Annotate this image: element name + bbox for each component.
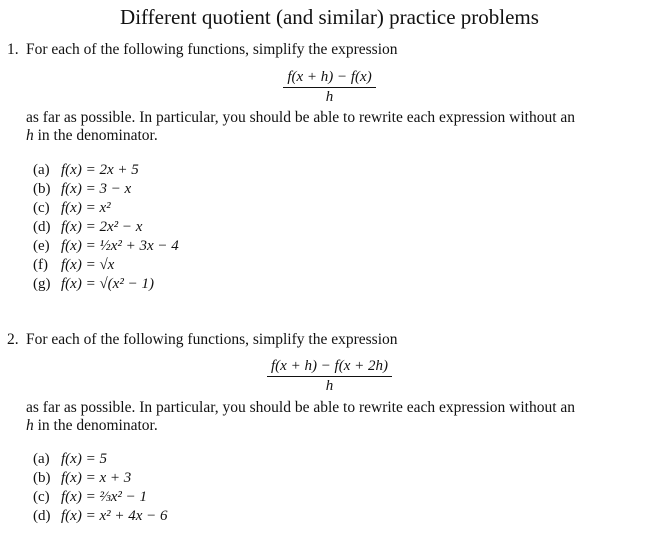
item-label: (c) <box>33 200 50 216</box>
fraction-denominator: h <box>325 89 334 105</box>
item-label: (d) <box>33 219 51 235</box>
problem-2-instructions <box>26 399 646 435</box>
item-label: (c) <box>33 489 50 505</box>
instruction-line <box>26 417 646 435</box>
item-expression: f(x) = x + 3 <box>61 470 132 486</box>
list-item <box>33 256 179 275</box>
instruction-text: in the denominator. <box>33 127 158 144</box>
item-expression: f(x) = 2x² − x <box>61 219 143 235</box>
item-expression: f(x) = √x <box>61 257 115 273</box>
fraction-denominator: h <box>325 378 334 394</box>
list-item <box>33 218 179 237</box>
page-title: Different quotient (and similar) practice problems <box>120 5 539 29</box>
item-label: (a) <box>33 162 50 178</box>
fraction-numerator: f(x + h) − f(x + 2h) <box>267 358 392 377</box>
h-variable: h <box>26 417 34 434</box>
instruction-line: as far as possible. In particular, you should be able to rewrite each expression without an <box>26 109 576 126</box>
list-item <box>33 275 179 294</box>
item-label: (g) <box>33 276 51 292</box>
item-expression: f(x) = 5 <box>61 451 107 467</box>
list-item <box>33 199 179 218</box>
list-item <box>33 237 179 256</box>
item-expression: f(x) = √(x² − 1) <box>61 276 154 292</box>
problem-2-fraction <box>0 358 659 395</box>
problem-2-intro: For each of the following functions, simplify the expression <box>26 331 398 348</box>
h-variable: h <box>26 127 34 144</box>
item-label: (a) <box>33 451 50 467</box>
problem-1-fraction <box>0 69 659 106</box>
fraction-numerator: f(x + h) − f(x) <box>283 69 375 88</box>
item-expression: f(x) = 2x + 5 <box>61 162 139 178</box>
item-expression: f(x) = x² <box>61 200 111 216</box>
problem-1-items <box>33 161 179 294</box>
item-expression: f(x) = ⅔x² − 1 <box>61 489 147 505</box>
problem-1-number: 1. <box>7 41 19 58</box>
item-label: (b) <box>33 470 51 486</box>
item-label: (b) <box>33 181 51 197</box>
list-item <box>33 180 179 199</box>
problem-2-items <box>33 450 168 526</box>
instruction-text: in the denominator. <box>33 417 158 434</box>
item-expression: f(x) = x² + 4x − 6 <box>61 508 168 524</box>
list-item <box>33 450 168 469</box>
problem-1-instructions <box>26 109 646 145</box>
instruction-line <box>26 127 646 145</box>
item-label: (d) <box>33 508 51 524</box>
item-label: (f) <box>33 257 48 273</box>
problem-2-number: 2. <box>7 331 19 348</box>
item-expression: f(x) = 3 − x <box>61 181 132 197</box>
item-expression: f(x) = ½x² + 3x − 4 <box>61 238 179 254</box>
list-item <box>33 507 168 526</box>
list-item <box>33 469 168 488</box>
item-label: (e) <box>33 238 50 254</box>
list-item <box>33 161 179 180</box>
list-item <box>33 488 168 507</box>
problem-1-intro: For each of the following functions, simplify the expression <box>26 41 398 58</box>
instruction-line: as far as possible. In particular, you should be able to rewrite each expression without an <box>26 399 576 416</box>
